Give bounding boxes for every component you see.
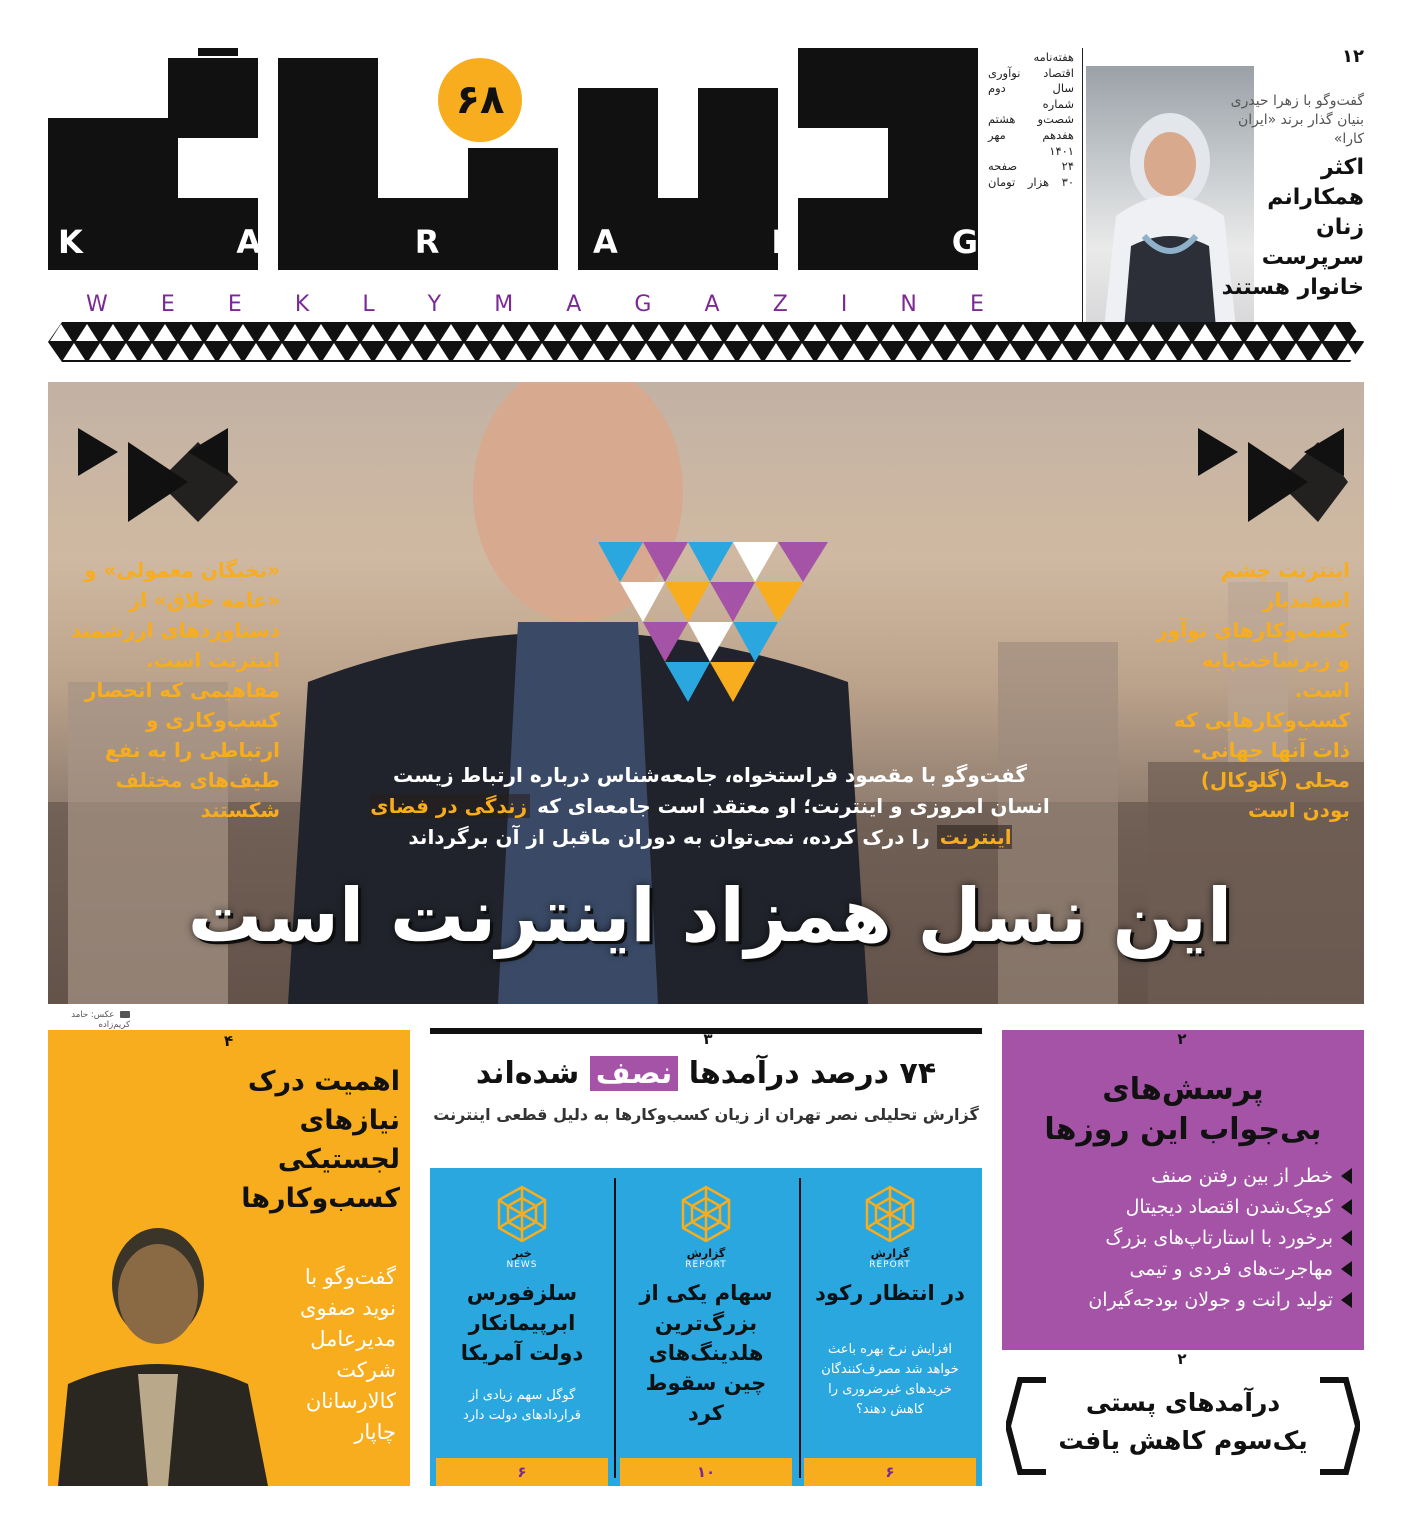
question-list	[1010, 1160, 1352, 1315]
tagline-letter: A	[704, 291, 722, 317]
latin-letter: A	[592, 223, 618, 261]
news-card[interactable]	[804, 1178, 976, 1481]
headline-text: ۷۴ درصد درآمدها	[688, 1056, 937, 1091]
list-item-text: مهاجرت‌های فردی و تیمی	[1129, 1257, 1333, 1280]
arrow-left-icon	[1341, 1230, 1352, 1246]
box-right-title-line: بی‌جواب این روزها	[1044, 1112, 1322, 1147]
side-story-page: ۱۲	[1342, 46, 1364, 67]
arrow-left-icon	[1341, 1199, 1352, 1215]
box-right-title-line: پرسش‌های	[1102, 1072, 1264, 1107]
box-left-credit	[270, 1262, 396, 1448]
box-middle-cards	[430, 1168, 982, 1486]
pub-info-line: ۱۴۰۱	[1049, 143, 1074, 158]
left-chevron-icon	[78, 428, 238, 522]
pub-info-line: هفته‌نامه	[1033, 50, 1074, 64]
pub-info-line: سال دوم	[988, 81, 1074, 96]
hero-lede-highlight: زندگی در فضای اینترنت	[370, 794, 1012, 849]
side-headline-line: زنان سرپرست	[1261, 215, 1364, 270]
card-page: ۶	[804, 1458, 976, 1486]
tagline-letter: M	[494, 291, 516, 317]
postal-title-line: یک‌سوم کاهش یافت	[1058, 1426, 1308, 1455]
box-left-credit-line: نوید صفوی	[300, 1296, 396, 1320]
side-story-text	[1218, 46, 1364, 303]
geodesic-sphere-icon	[676, 1184, 736, 1244]
headline-text: شده‌اند	[475, 1056, 580, 1091]
tagline-letter: I	[840, 291, 850, 317]
triangle-pattern	[48, 322, 1364, 362]
box-left-credit-line: کالارسانان	[305, 1389, 396, 1413]
hero-title[interactable]: این نسل همزاد اینترنت است	[187, 873, 1233, 959]
box-right-title	[1002, 1070, 1364, 1150]
side-story-credit	[1218, 92, 1364, 149]
triangle-pattern-divider	[48, 322, 1364, 362]
card-desc: گوگل سهم زیادی از قراردادهای دولت دارد	[463, 1388, 581, 1423]
tagline-letter: K	[294, 291, 312, 317]
right-chevron-icon	[1198, 428, 1348, 522]
latin-letter: K	[58, 223, 83, 261]
hero-lede-text: گفت‌وگو با مقصود فراستخواه، جامعه‌شناس درباره ارتباط زیست انسان امروزی و اینترنت؛ او معتقد است جامعه‌ای که	[393, 763, 1050, 818]
tagline-letter: E	[227, 291, 244, 317]
card-kicker: خبر	[512, 1247, 532, 1260]
news-card[interactable]	[436, 1178, 608, 1481]
box-left-credit-line: شرکت	[336, 1358, 396, 1382]
tagline-letter: W	[86, 291, 110, 317]
pub-info-line: ۳۰ هزار تومان	[988, 174, 1074, 189]
postal-box-page: ۲	[1177, 1350, 1187, 1368]
box-left-credit-line: گفت‌وگو با	[304, 1265, 396, 1289]
latin-masthead	[58, 220, 978, 264]
tagline-letter: Z	[772, 291, 790, 317]
headline-highlight: نصف	[590, 1056, 679, 1091]
side-credit-line: گفت‌وگو با زهرا حیدری	[1230, 93, 1364, 109]
postal-box-title	[1040, 1384, 1326, 1460]
box-left-photo	[48, 1214, 274, 1486]
box-left-title	[200, 1062, 400, 1218]
card-kicker: گزارش	[686, 1247, 726, 1260]
side-story-headline[interactable]	[1218, 153, 1364, 303]
latin-letter: G	[951, 223, 978, 261]
weekly-magazine-tagline	[86, 290, 986, 318]
box-left-credit-line: مدیرعامل	[310, 1327, 396, 1351]
list-item	[1010, 1191, 1352, 1222]
arrow-left-icon	[1341, 1292, 1352, 1308]
news-card[interactable]	[620, 1178, 792, 1481]
tagline-letter: A	[566, 291, 584, 317]
list-item-text: خطر از بین رفتن صنف	[1151, 1164, 1333, 1187]
card-kicker: گزارش	[870, 1247, 910, 1260]
box-middle-subhead: گزارش تحلیلی نصر تهران از زیان کسب‌وکارها به دلیل قطعی اینترنت	[433, 1105, 979, 1124]
camera-icon	[120, 1011, 130, 1018]
hero-left-quote: «نخبگان معمولی» و «عامه خلاق» از دستاوردهای ارزشمند اینترنت است. مفاهیمی که انحصار کسب‌وکاری و ارتباطی را به نفع طیف‌های مختلف شکستند	[70, 558, 280, 822]
pub-info-line: هفدهم مهر	[988, 127, 1074, 142]
latin-letter: R	[414, 223, 440, 261]
box-left-page: ۴	[224, 1032, 234, 1050]
pub-info-line: ۲۴ صفحه	[988, 159, 1074, 174]
geodesic-sphere-icon	[492, 1184, 552, 1244]
list-item	[1010, 1253, 1352, 1284]
card-title: سهام یکی از بزرگ‌ترین هلدینگ‌های چین سقوط کرد	[639, 1281, 773, 1425]
card-desc: افزایش نرخ بهره باعث خواهد شد مصرف‌کنندگان خریدهای غیرضروری را کاهش دهند؟	[821, 1342, 959, 1417]
card-separator	[614, 1178, 616, 1478]
list-item-text: تولید رانت و جولان بودجه‌گیران	[1088, 1288, 1333, 1311]
hero-right-quote: اینترنت چشم اسفندیار کسب‌وکارهای نوآور و زیرساخت‌پایه است. کسب‌وکارهایی که ذات آنها جهانی-محلی (گلوکال) بودن است	[1156, 558, 1350, 822]
side-headline-line: اکثر همکارانم	[1267, 155, 1364, 210]
card-page: ۶	[436, 1458, 608, 1486]
box-middle-headline[interactable]	[430, 1054, 982, 1094]
photo-credit-text: عکس: حامد کریم‌زاده	[71, 1010, 130, 1030]
box-left-title-line: کسب‌وکارها	[241, 1183, 400, 1214]
geodesic-sphere-icon	[860, 1184, 920, 1244]
postal-title-line: درآمدهای پستی	[1085, 1388, 1281, 1417]
card-kicker-en: REPORT	[685, 1260, 727, 1270]
list-item	[1010, 1222, 1352, 1253]
list-item	[1010, 1160, 1352, 1191]
card-page: ۱۰	[620, 1458, 792, 1486]
arrow-left-icon	[1341, 1261, 1352, 1277]
list-item-text: برخورد با استارتاپ‌های بزرگ	[1105, 1226, 1333, 1249]
card-title: سلزفورس ابرپیمانکار دولت آمریکا	[460, 1281, 584, 1365]
publication-info	[988, 50, 1074, 190]
tagline-letter: E	[160, 291, 177, 317]
tagline-letter: N	[900, 291, 919, 317]
tagline-letter: E	[969, 291, 986, 317]
pub-info-line: شماره	[1042, 96, 1074, 111]
pub-info-line: شصت‌و هشتم	[988, 112, 1074, 127]
box-left-title-line: نیازهای	[299, 1105, 400, 1136]
side-headline-line: خانوار هستند	[1221, 275, 1364, 300]
latin-letter: A	[236, 223, 262, 261]
hero-lede-text: را درک کرده، نمی‌توان به دوران ماقبل از آن برگرداند	[408, 825, 930, 849]
hero-lede	[360, 760, 1060, 853]
card-title: در انتظار رکود	[815, 1281, 965, 1305]
list-item-text: کوچک‌شدن اقتصاد دیجیتال	[1125, 1195, 1333, 1218]
box-middle-page: ۳	[703, 1030, 713, 1048]
box-left-title-line: لجستیکی	[277, 1144, 400, 1175]
portrait-man-icon	[48, 1214, 274, 1486]
box-left-title-line: اهمیت درک	[247, 1066, 400, 1097]
box-left-credit-line: چاپار	[354, 1420, 396, 1444]
list-item	[1010, 1284, 1352, 1315]
tagline-letter: G	[634, 291, 654, 317]
card-kicker-en: NEWS	[506, 1260, 538, 1270]
arrow-left-icon	[1341, 1168, 1352, 1184]
box-right-page: ۲	[1177, 1030, 1187, 1048]
card-kicker-en: REPORT	[869, 1260, 911, 1270]
issue-number-badge: ۶۸	[438, 58, 522, 142]
pub-info-line: اقتصاد نوآوری	[988, 65, 1074, 80]
tagline-letter: Y	[427, 291, 444, 317]
side-credit-line: بنیان گذار برند «ایران کارا»	[1237, 112, 1364, 147]
latin-letter: N	[771, 223, 799, 261]
card-separator	[799, 1178, 801, 1478]
photo-credit	[50, 1010, 130, 1030]
tagline-letter: L	[362, 291, 377, 317]
